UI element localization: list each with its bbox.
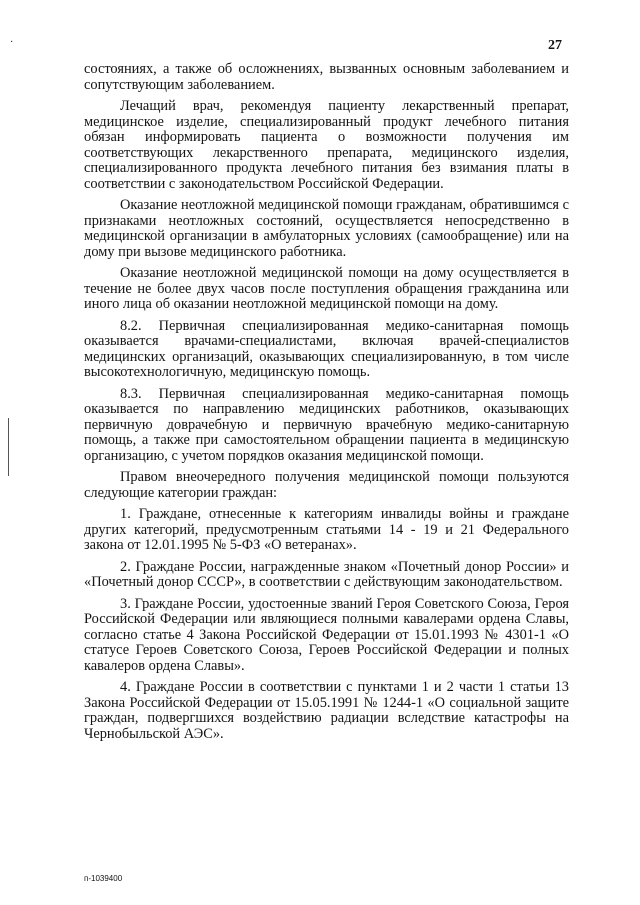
list-item-1: 1. Граждане, отнесенные к категориям инвалиды войны и граждане других категорий, предусмотренным статьями 14 - 19 и 21 Федерального закона от 12.01.1995 № 5-ФЗ «О ветеранах». [84, 506, 569, 553]
scan-corner-mark: · [10, 37, 14, 48]
list-item-4: 4. Граждане России в соответствии с пунктами 1 и 2 части 1 статьи 13 Закона Российской Федерации от 15.05.1991 № 1244-1 «О социальной защите граждан, подвергшихся воздействию радиации вследствие катастрофы на Чернобыльской АЭС». [84, 679, 569, 742]
page-number: 27 [548, 38, 562, 53]
paragraph-urgent-care: Оказание неотложной медицинской помощи гражданам, обратившимся с признаками неотложных состояний, осуществляется непосредственно в медицинской организации в амбулаторных условиях (самообращение) или на дому при вызове медицинского работника. [84, 197, 569, 260]
paragraph-priority-right: Правом внеочередного получения медицинской помощи пользуются следующие категории граждан: [84, 469, 569, 501]
paragraph-urgent-care-home: Оказание неотложной медицинской помощи на дому осуществляется в течение не более двух часов после поступления обращения гражданина или иного лица об оказании неотложной медицинской помощи на дому. [84, 265, 569, 312]
paragraph-8-2: 8.2. Первичная специализированная медико-санитарная помощь оказывается врачами-специалистами, включая врачей-специалистов медицинских организаций, оказывающих специализированную, в том числе высокотехнологичную, медицинскую помощь. [84, 317, 569, 380]
scan-margin-line [8, 418, 9, 476]
list-item-3: 3. Граждане России, удостоенные званий Героя Советского Союза, Героя Российской Федерации или являющиеся полными кавалерами ордена Славы, согласно статье 4 Закона Российской Федерации от 15.01.1993 № 4301-1 «О статусе Героев Советского Союза, Героев Российской Федерации и полных кавалеров ордена Славы». [84, 595, 569, 674]
footer-document-code: п-1039400 [84, 874, 123, 883]
list-item-2: 2. Граждане России, награжденные знаком «Почетный донор России» и «Почетный донор СССР», в соответствии с действующим законодательством. [84, 558, 569, 590]
paragraph-attending-physician: Лечащий врач, рекомендуя пациенту лекарственный препарат, медицинское изделие, специализированный продукт лечебного питания обязан информировать пациента о возможности получения им соответствующих лекарственного препарата, медицинского изделия, специализированного продукта лечебного питания без взимания платы в соответствии с законодательством Российской Федерации. [84, 98, 569, 192]
paragraph-8-3: 8.3. Первичная специализированная медико-санитарная помощь оказывается по направлению медицинских работников, оказывающих первичную доврачебную и первичную врачебную медико-санитарную помощь, а также при самостоятельном обращении пациента в медицинскую организацию, с учетом порядков оказания медицинской помощи. [84, 385, 569, 464]
paragraph-continuation: состояниях, а также об осложнениях, вызванных основным заболеванием и сопутствующим заболеванием. [84, 61, 569, 93]
document-body [84, 62, 569, 742]
